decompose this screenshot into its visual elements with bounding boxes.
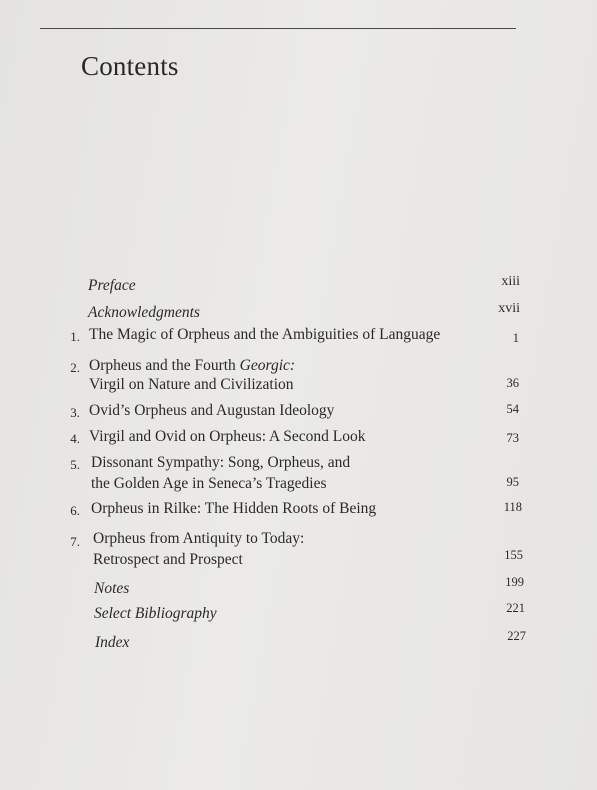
page-title: Contents [81,51,179,81]
toc-entry-title: The Magic of Orpheus and the Ambiguities of Language [89,326,441,343]
toc-entry-number: 7. [70,534,80,549]
toc-entry-page: 73 [506,431,519,445]
toc-entry-number: 2. [70,360,80,375]
toc-entry-page: xiii [501,274,520,289]
toc-entry-title-italic: Georgic: [239,357,296,374]
toc-entry-page: 118 [503,500,522,514]
toc-entry-number: 4. [70,431,80,446]
toc-entry-number: 1. [70,329,80,344]
toc-entry-title [89,356,295,376]
toc-entry-title: Ovid’s Orpheus and Augustan Ideology [89,402,335,419]
toc-entry-page: 95 [506,475,519,489]
toc-entry-title: Notes [94,580,130,597]
toc-entry-number: 3. [70,405,80,420]
toc-entry-title: Virgil and Ovid on Orpheus: A Second Look [89,428,366,445]
header-rule [40,28,516,29]
toc-entry-title: Orpheus in Rilke: The Hidden Roots of Being [91,500,377,517]
toc-entry-page: 227 [507,629,526,643]
toc-entry-number: 6. [70,503,80,518]
toc-entry-title: Preface [88,277,136,294]
toc-entry-title: Orpheus from Antiquity to Today: [93,530,305,547]
toc-entry-title: Select Bibliography [94,605,217,622]
toc-entry-number: 5. [70,457,80,472]
toc-entry-title: Acknowledgments [88,304,200,321]
toc-entry-title-line2: Virgil on Nature and Civilization [89,376,294,393]
toc-entry-page: 36 [506,376,519,390]
toc-entry-page: 1 [512,331,519,345]
toc-entry-title-main: Orpheus and the Fourth [89,357,240,374]
toc-entry-title: Dissonant Sympathy: Song, Orpheus, and [91,454,351,471]
toc-entry-page: 221 [506,601,525,615]
toc-entry-title-line2: the Golden Age in Seneca’s Tragedies [91,475,327,492]
toc-entry-page: 155 [504,548,523,562]
toc-entry-page: 199 [505,575,524,589]
toc-entry-page: xvii [498,301,520,316]
toc-entry-title: Index [95,634,130,651]
toc-entry-page: 54 [506,402,519,416]
toc-entry-title-line2: Retrospect and Prospect [93,551,243,568]
